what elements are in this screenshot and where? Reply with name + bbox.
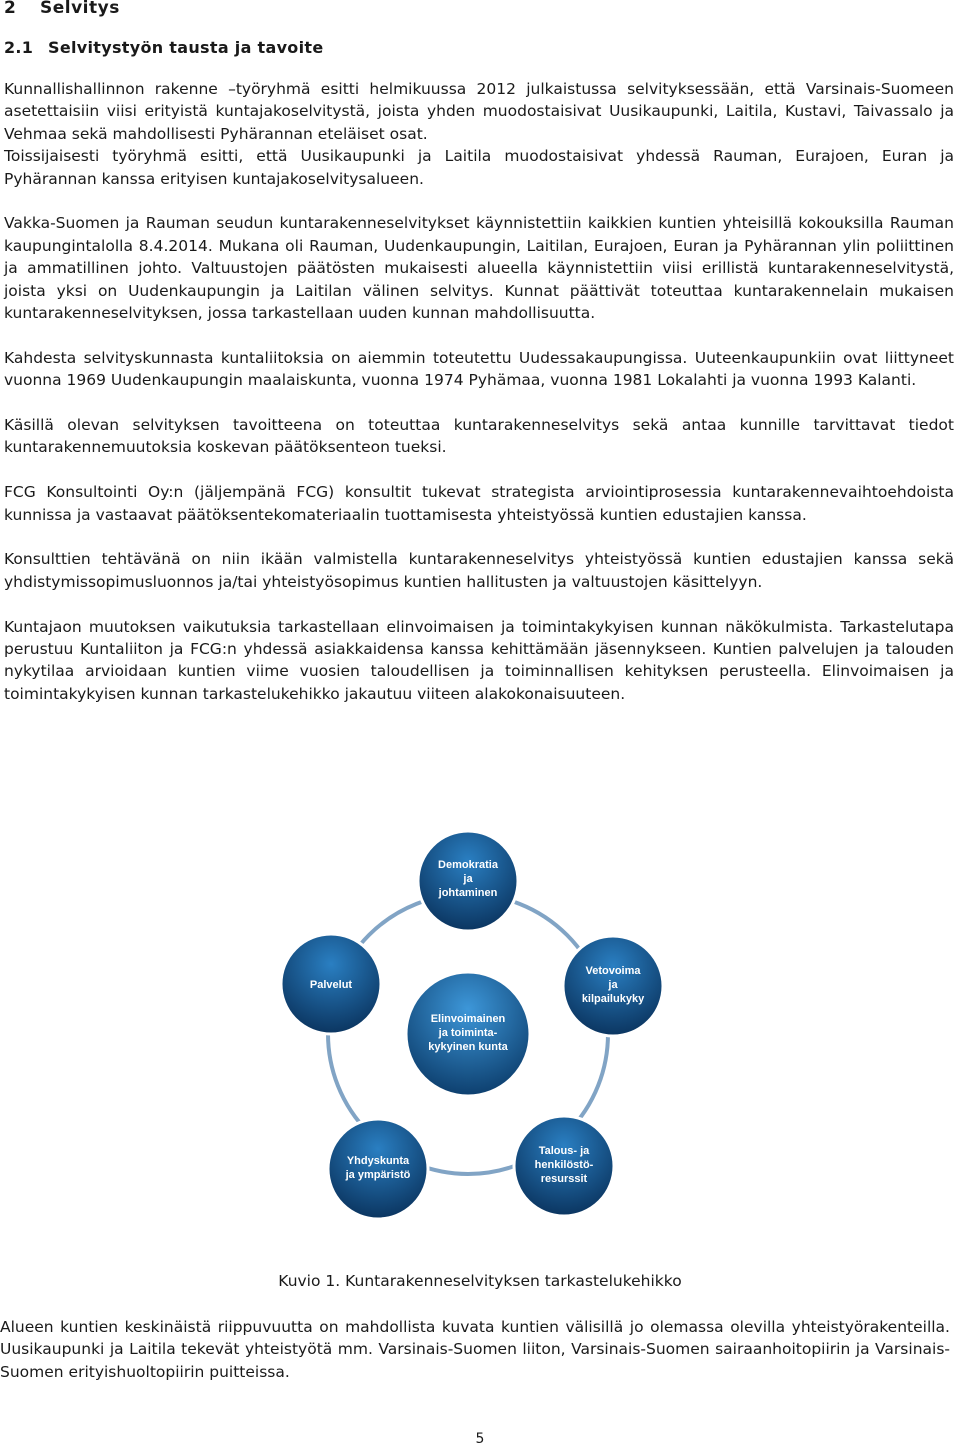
body-text — [4, 78, 954, 728]
paragraph: Kahdesta selvityskunnasta kuntaliitoksia on aiemmin toteutettu Uudessakaupungissa. Uuteenkaupunkiin ovat liittyneet vuonna 1969 Uudenkaupungin maalaiskunta, vuonna 1974 Pyhämaa, vuonna 1981 Lokalahti ja vuonna 1993 Kalanti. — [4, 348, 954, 390]
paragraph: Vakka-Suomen ja Rauman seudun kuntarakenneselvitykset käynnistettiin kaikkien kuntien yhteisillä kokouksilla Rauman kaupungintalolla 8.4.2014. Mukana oli Rauman, Uudenkaupungin, Laitilan, Eurajoen, Euran ja Pyhärannan ylin poliittinen ja ammatillinen johto. Valtuustojen päätösten mukaisesti alueella käynnistettiin viisi erillistä kuntarakenneselvitystä, joista yksi on Uudenkaupungin ja Laitilan välinen selvitys. Kunnat päättivät toteuttaa kuntarakennelain mukaisen kuntarakenneselvityksen, jossa tarkastellaan uuden kunnan mahdollisuutta. — [4, 214, 954, 323]
node-yhdyskunta-line-2: ja ympäristö — [345, 1169, 411, 1181]
framework-diagram — [268, 826, 668, 1246]
center-line-3: kykyinen kunta — [428, 1041, 508, 1053]
subsection-title: Selvitystyön tausta ja tavoite — [48, 38, 324, 57]
section-number: 2 — [4, 0, 17, 18]
node-palvelut — [281, 934, 381, 1034]
node-vetovoima — [563, 936, 663, 1036]
page-number: 5 — [475, 1431, 485, 1447]
node-talous-line-2: henkilöstö- — [534, 1159, 594, 1171]
framework-diagram-svg — [268, 826, 668, 1246]
figure-caption: Kuvio 1. Kuntarakenneselvityksen tarkastelukehikko — [278, 1272, 682, 1290]
node-vetovoima-line-2: ja — [608, 979, 618, 991]
node-vetovoima-line-3: kilpailukyky — [581, 993, 645, 1005]
paragraph: Kunnallishallinnon rakenne –työryhmä esitti helmikuussa 2012 julkaistussa selvityksessään, että Varsinais-Suomeen asetettaisiin viisi erityistä kuntajakoselvitystä, joista yhden muodostaisivat Uusikaupunki, Laitila, Kustavi, Taivassalo ja Vehmaa sekä mahdollisesti Pyhärannan eteläiset osat. — [4, 80, 954, 143]
subsection-number: 2.1 — [4, 38, 34, 57]
node-demokratia-line-3: johtaminen — [438, 887, 498, 899]
section-title: Selvitys — [40, 0, 120, 18]
center-line-1: Elinvoimainen — [430, 1013, 506, 1025]
paragraph: Toissijaisesti työryhmä esitti, että Uusikaupunki ja Laitila muodostaisivat yhdessä Rauman, Eurajoen, Euran ja Pyhärannan kanssa erityisen kuntajakoselvitysalueen. — [4, 147, 954, 188]
node-demokratia-line-1: Demokratia — [438, 859, 498, 871]
center-node — [406, 972, 530, 1096]
node-yhdyskunta — [328, 1119, 428, 1219]
closing-paragraph: Alueen kuntien keskinäistä riippuvuutta on mahdollista kuvata kuntien välisillä jo olemassa olevilla yhteistyörakenteilla. Uusikaupunki ja Laitila tekevät yhteistyötä mm. Varsinais-Suomen liiton, Varsinais-Suomen sairaanhoitopiirin ja Varsinais-Suomen erityishuoltopiirin puitteissa. — [0, 1318, 950, 1381]
center-line-2: ja toiminta- — [438, 1027, 498, 1039]
node-demokratia-line-2: ja — [463, 873, 473, 885]
paragraph: Kuntajaon muutoksen vaikutuksia tarkastellaan elinvoimaisen ja toimintakykyisen kunnan näkökulmista. Tarkastelutapa perustuu Kuntaliiton ja FCG:n yhdessä asiakkaidensa kanssa kehittämään jäsennykseen. Kuntien palvelujen ja talouden nykytilaa arvioidaan kuntien viime vuosien taloudellisen ja toiminnallisen kehityksen perusteella. Elinvoimaisen ja toimintakykyisen kunnan tarkastelukehikko jakautuu viiteen alakokonaisuuteen. — [4, 617, 954, 703]
node-talous-line-1: Talous- ja — [538, 1145, 590, 1157]
section-heading — [4, 0, 120, 18]
paragraph: Käsillä olevan selvityksen tavoitteena on toteuttaa kuntarakenneselvitys sekä antaa kunnille tarvittavat tiedot kuntarakennemuutoksia koskevan päätöksenteon tueksi. — [4, 416, 954, 457]
node-talous — [514, 1116, 614, 1216]
paragraph: Konsulttien tehtävänä on niin ikään valmistella kuntarakenneselvitys yhteistyössä kuntien edustajien kanssa sekä yhdistymissopimusluonnos ja/tai yhteistyösopimus kuntien hallitusten ja valtuustojen käsittelyyn. — [4, 550, 954, 591]
node-vetovoima-line-1: Vetovoima — [585, 965, 641, 977]
node-palvelut-line-1: Palvelut — [309, 979, 353, 991]
node-talous-line-3: resurssit — [540, 1173, 588, 1185]
node-yhdyskunta-line-1: Yhdyskunta — [346, 1155, 410, 1167]
paragraph: FCG Konsultointi Oy:n (jäljempänä FCG) konsultit tukevat strategista arviointiprosessia kuntarakennevaihtoehdoista kunnissa ja vastaavat päätöksentekomateriaalin tuottamisesta yhteistyössä kuntien edustajien kanssa. — [4, 483, 954, 524]
subsection-heading — [4, 38, 323, 57]
node-demokratia — [418, 831, 518, 931]
